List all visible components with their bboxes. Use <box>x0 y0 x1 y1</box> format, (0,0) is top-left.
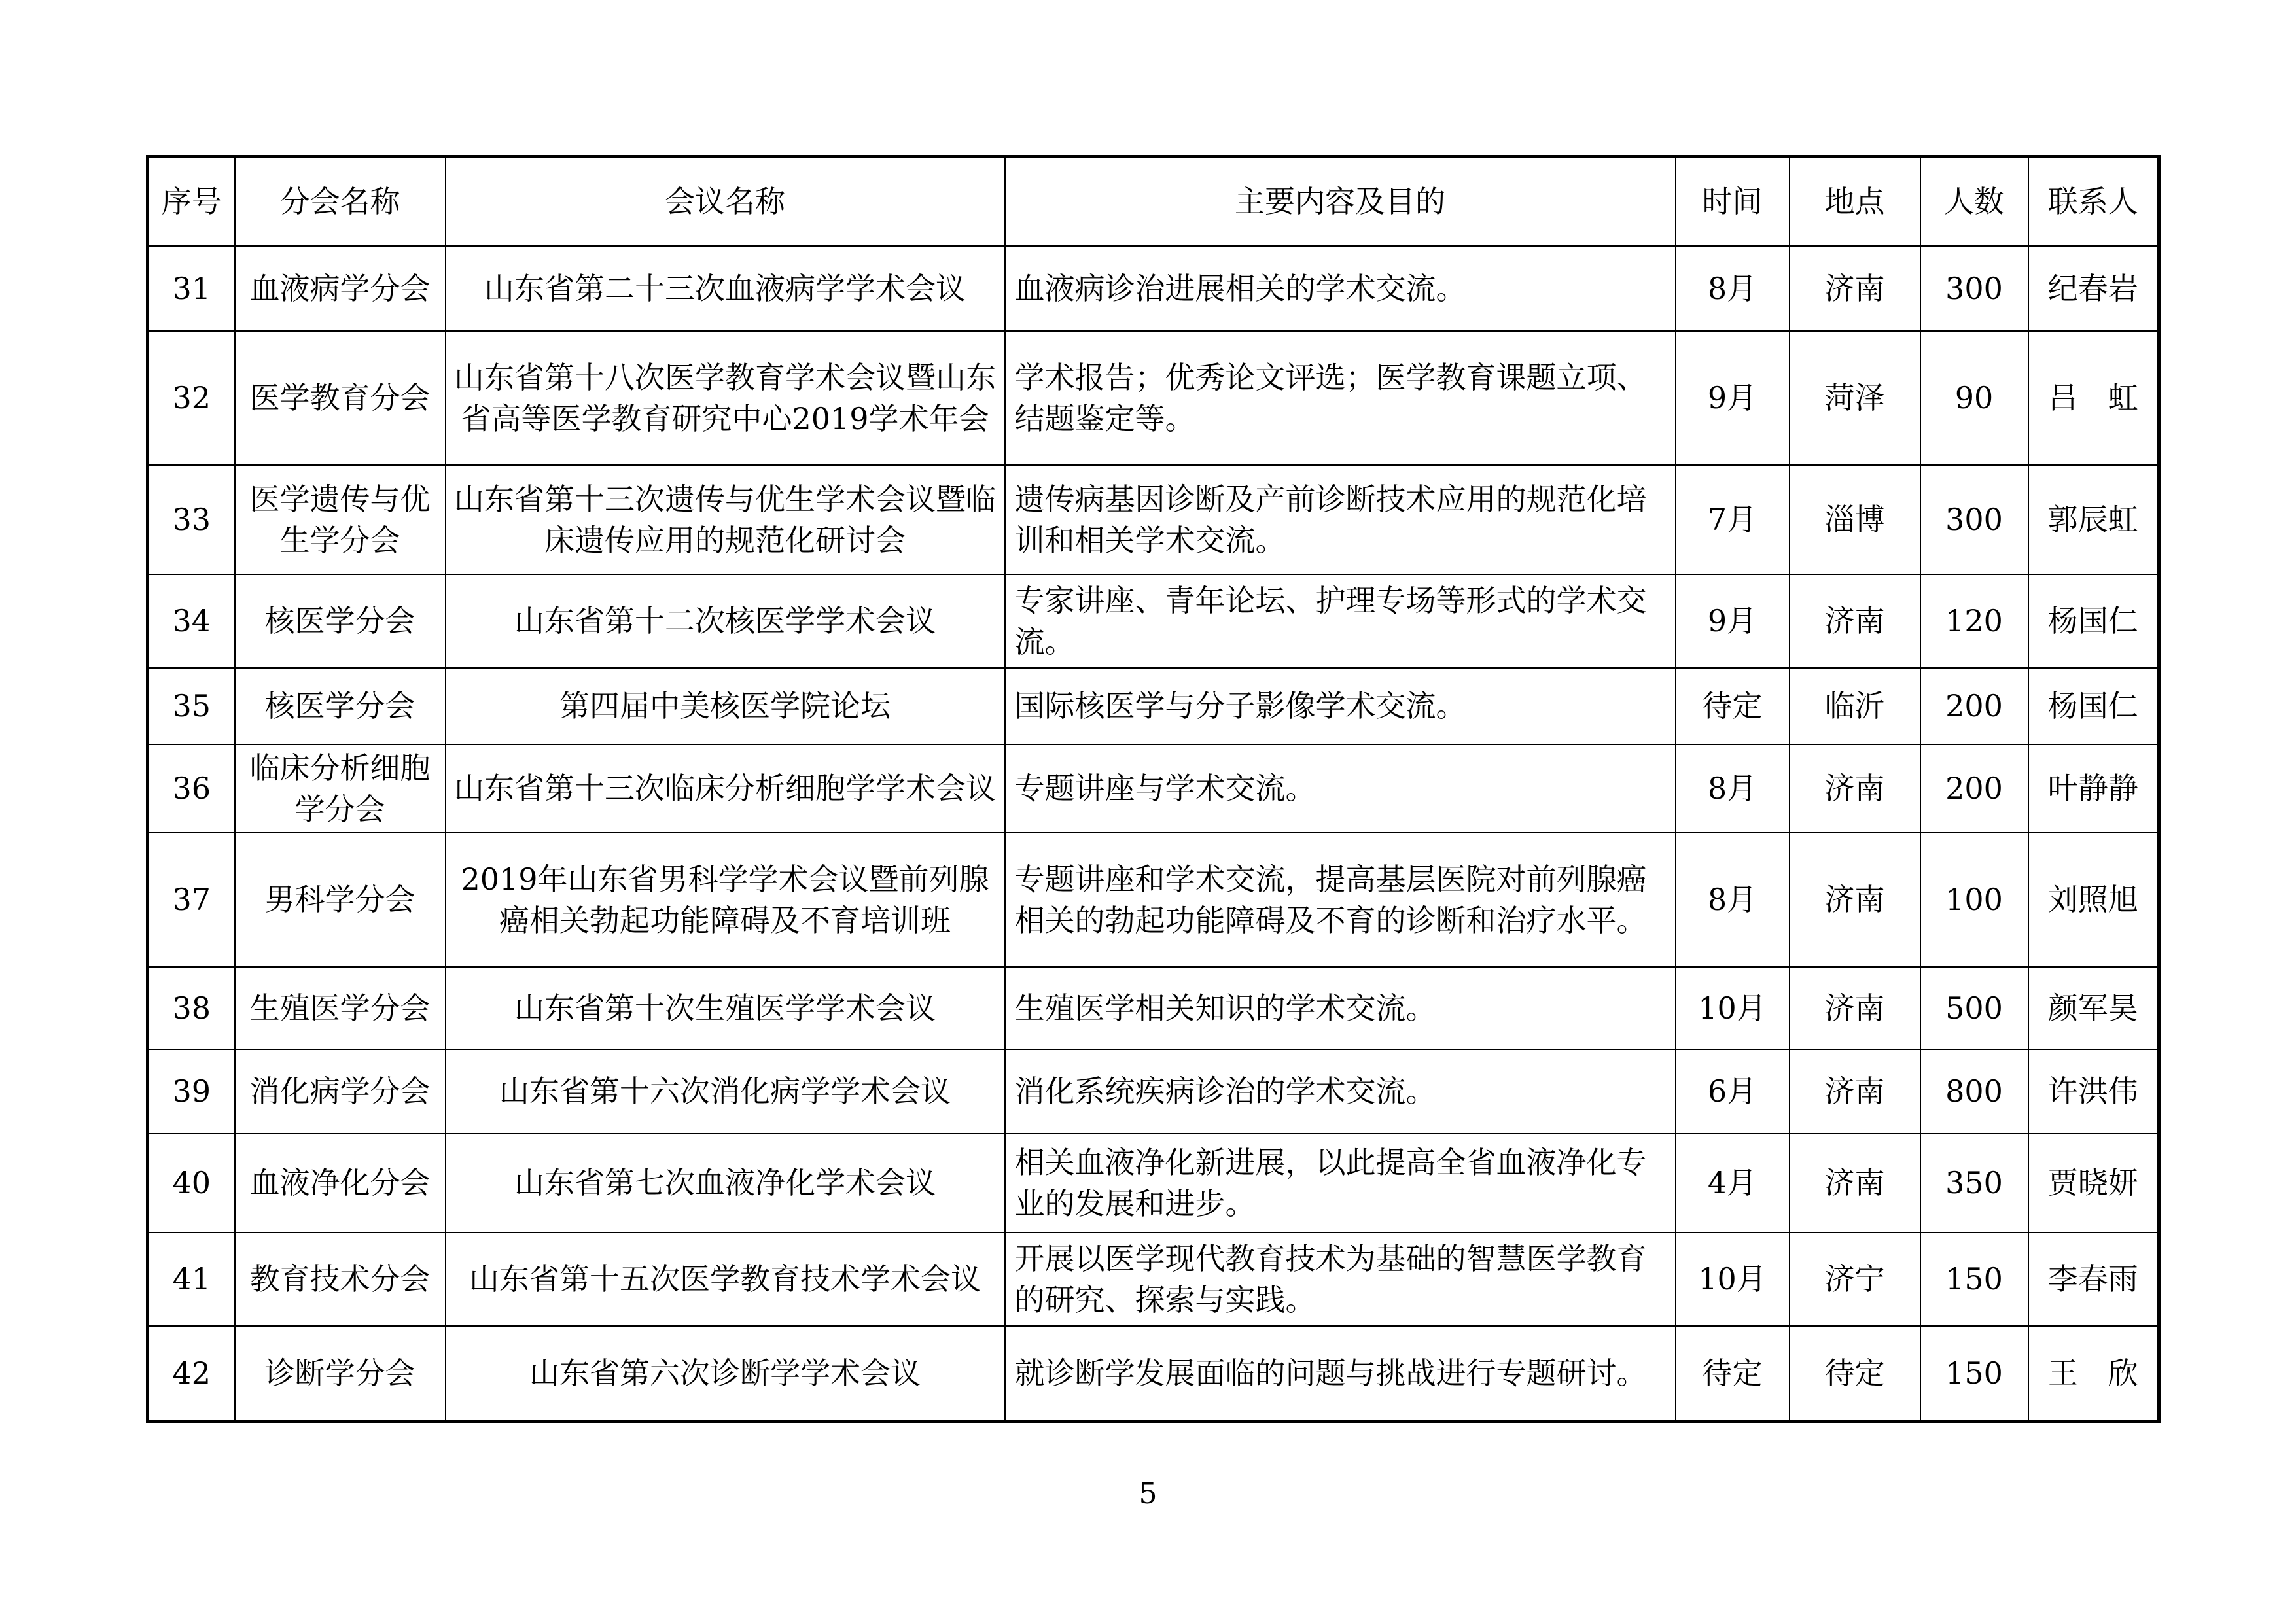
table-row <box>148 668 2159 744</box>
cell-content: 专题讲座和学术交流，提高基层医院对前列腺癌相关的勃起功能障碍及不育的诊断和治疗水平。 <box>1005 833 1676 967</box>
table-row <box>148 1049 2159 1134</box>
header-place: 地点 <box>1790 157 1920 247</box>
cell-meeting: 山东省第六次诊断学学术会议 <box>446 1326 1005 1421</box>
cell-content: 相关血液净化新进展，以此提高全省血液净化专业的发展和进步。 <box>1005 1134 1676 1232</box>
cell-content: 专家讲座、青年论坛、护理专场等形式的学术交流。 <box>1005 574 1676 668</box>
cell-place: 济南 <box>1790 1049 1920 1134</box>
cell-content: 开展以医学现代教育技术为基础的智慧医学教育的研究、探索与实践。 <box>1005 1232 1676 1326</box>
cell-time: 8月 <box>1676 833 1790 967</box>
cell-content: 国际核医学与分子影像学术交流。 <box>1005 668 1676 744</box>
cell-count: 200 <box>1920 668 2028 744</box>
table-row <box>148 1232 2159 1326</box>
cell-place: 济南 <box>1790 744 1920 833</box>
cell-no: 36 <box>148 744 235 833</box>
cell-meeting: 2019年山东省男科学学术会议暨前列腺癌相关勃起功能障碍及不育培训班 <box>446 833 1005 967</box>
cell-no: 39 <box>148 1049 235 1134</box>
table-row <box>148 331 2159 465</box>
table-row <box>148 1134 2159 1232</box>
cell-time: 待定 <box>1676 668 1790 744</box>
cell-contact: 贾晓妍 <box>2028 1134 2159 1232</box>
header-count: 人数 <box>1920 157 2028 247</box>
cell-branch: 生殖医学分会 <box>235 967 446 1049</box>
cell-branch: 医学教育分会 <box>235 331 446 465</box>
meeting-plan-table <box>146 155 2161 1423</box>
cell-count: 300 <box>1920 246 2028 331</box>
cell-branch: 诊断学分会 <box>235 1326 446 1421</box>
cell-contact: 杨国仁 <box>2028 668 2159 744</box>
cell-branch: 核医学分会 <box>235 668 446 744</box>
cell-contact: 颜军昊 <box>2028 967 2159 1049</box>
cell-place: 济南 <box>1790 833 1920 967</box>
cell-contact: 王 欣 <box>2028 1326 2159 1421</box>
header-contact: 联系人 <box>2028 157 2159 247</box>
cell-count: 500 <box>1920 967 2028 1049</box>
cell-time: 8月 <box>1676 246 1790 331</box>
cell-time: 6月 <box>1676 1049 1790 1134</box>
cell-meeting: 山东省第七次血液净化学术会议 <box>446 1134 1005 1232</box>
cell-no: 41 <box>148 1232 235 1326</box>
cell-place: 济南 <box>1790 967 1920 1049</box>
cell-time: 9月 <box>1676 574 1790 668</box>
table-row <box>148 1326 2159 1421</box>
cell-content: 学术报告；优秀论文评选；医学教育课题立项、结题鉴定等。 <box>1005 331 1676 465</box>
cell-count: 350 <box>1920 1134 2028 1232</box>
cell-contact: 李春雨 <box>2028 1232 2159 1326</box>
cell-place: 淄博 <box>1790 465 1920 574</box>
cell-count: 150 <box>1920 1232 2028 1326</box>
cell-contact: 郭辰虹 <box>2028 465 2159 574</box>
cell-branch: 血液病学分会 <box>235 246 446 331</box>
cell-content: 血液病诊治进展相关的学术交流。 <box>1005 246 1676 331</box>
table-row <box>148 246 2159 331</box>
cell-contact: 许洪伟 <box>2028 1049 2159 1134</box>
cell-count: 120 <box>1920 574 2028 668</box>
cell-time: 10月 <box>1676 1232 1790 1326</box>
header-no: 序号 <box>148 157 235 247</box>
header-time: 时间 <box>1676 157 1790 247</box>
cell-meeting: 山东省第十次生殖医学学术会议 <box>446 967 1005 1049</box>
cell-branch: 医学遗传与优生学分会 <box>235 465 446 574</box>
meeting-plan-sheet <box>146 155 2157 1423</box>
cell-place: 济南 <box>1790 246 1920 331</box>
cell-no: 34 <box>148 574 235 668</box>
cell-no: 38 <box>148 967 235 1049</box>
cell-branch: 核医学分会 <box>235 574 446 668</box>
cell-branch: 血液净化分会 <box>235 1134 446 1232</box>
cell-no: 37 <box>148 833 235 967</box>
cell-contact: 杨国仁 <box>2028 574 2159 668</box>
cell-content: 生殖医学相关知识的学术交流。 <box>1005 967 1676 1049</box>
cell-branch: 消化病学分会 <box>235 1049 446 1134</box>
cell-place: 济南 <box>1790 1134 1920 1232</box>
cell-no: 32 <box>148 331 235 465</box>
cell-meeting: 山东省第二十三次血液病学学术会议 <box>446 246 1005 331</box>
cell-content: 遗传病基因诊断及产前诊断技术应用的规范化培训和相关学术交流。 <box>1005 465 1676 574</box>
cell-count: 90 <box>1920 331 2028 465</box>
header-content: 主要内容及目的 <box>1005 157 1676 247</box>
table-row <box>148 833 2159 967</box>
cell-time: 4月 <box>1676 1134 1790 1232</box>
cell-time: 待定 <box>1676 1326 1790 1421</box>
cell-meeting: 山东省第十五次医学教育技术学术会议 <box>446 1232 1005 1326</box>
cell-content: 就诊断学发展面临的问题与挑战进行专题研讨。 <box>1005 1326 1676 1421</box>
header-branch: 分会名称 <box>235 157 446 247</box>
cell-meeting: 山东省第十六次消化病学学术会议 <box>446 1049 1005 1134</box>
cell-time: 7月 <box>1676 465 1790 574</box>
cell-branch: 男科学分会 <box>235 833 446 967</box>
cell-meeting: 山东省第十三次遗传与优生学术会议暨临床遗传应用的规范化研讨会 <box>446 465 1005 574</box>
cell-no: 35 <box>148 668 235 744</box>
cell-contact: 叶静静 <box>2028 744 2159 833</box>
cell-no: 40 <box>148 1134 235 1232</box>
cell-contact: 刘照旭 <box>2028 833 2159 967</box>
cell-meeting: 第四届中美核医学院论坛 <box>446 668 1005 744</box>
cell-place: 待定 <box>1790 1326 1920 1421</box>
cell-content: 消化系统疾病诊治的学术交流。 <box>1005 1049 1676 1134</box>
cell-branch: 教育技术分会 <box>235 1232 446 1326</box>
cell-time: 9月 <box>1676 331 1790 465</box>
cell-count: 150 <box>1920 1326 2028 1421</box>
cell-count: 200 <box>1920 744 2028 833</box>
table-row <box>148 744 2159 833</box>
cell-count: 800 <box>1920 1049 2028 1134</box>
cell-no: 33 <box>148 465 235 574</box>
cell-place: 济南 <box>1790 574 1920 668</box>
cell-meeting: 山东省第十三次临床分析细胞学学术会议 <box>446 744 1005 833</box>
cell-time: 10月 <box>1676 967 1790 1049</box>
cell-contact: 纪春岩 <box>2028 246 2159 331</box>
cell-count: 300 <box>1920 465 2028 574</box>
table-row <box>148 967 2159 1049</box>
cell-no: 42 <box>148 1326 235 1421</box>
cell-meeting: 山东省第十八次医学教育学术会议暨山东省高等医学教育研究中心2019学术年会 <box>446 331 1005 465</box>
cell-branch: 临床分析细胞学分会 <box>235 744 446 833</box>
page-number: 5 <box>1139 1477 1157 1510</box>
cell-contact: 吕 虹 <box>2028 331 2159 465</box>
cell-place: 济宁 <box>1790 1232 1920 1326</box>
cell-count: 100 <box>1920 833 2028 967</box>
cell-no: 31 <box>148 246 235 331</box>
table-row <box>148 465 2159 574</box>
cell-meeting: 山东省第十二次核医学学术会议 <box>446 574 1005 668</box>
cell-content: 专题讲座与学术交流。 <box>1005 744 1676 833</box>
cell-time: 8月 <box>1676 744 1790 833</box>
cell-place: 临沂 <box>1790 668 1920 744</box>
table-header-row <box>148 157 2159 247</box>
header-meeting: 会议名称 <box>446 157 1005 247</box>
cell-place: 菏泽 <box>1790 331 1920 465</box>
table-row <box>148 574 2159 668</box>
